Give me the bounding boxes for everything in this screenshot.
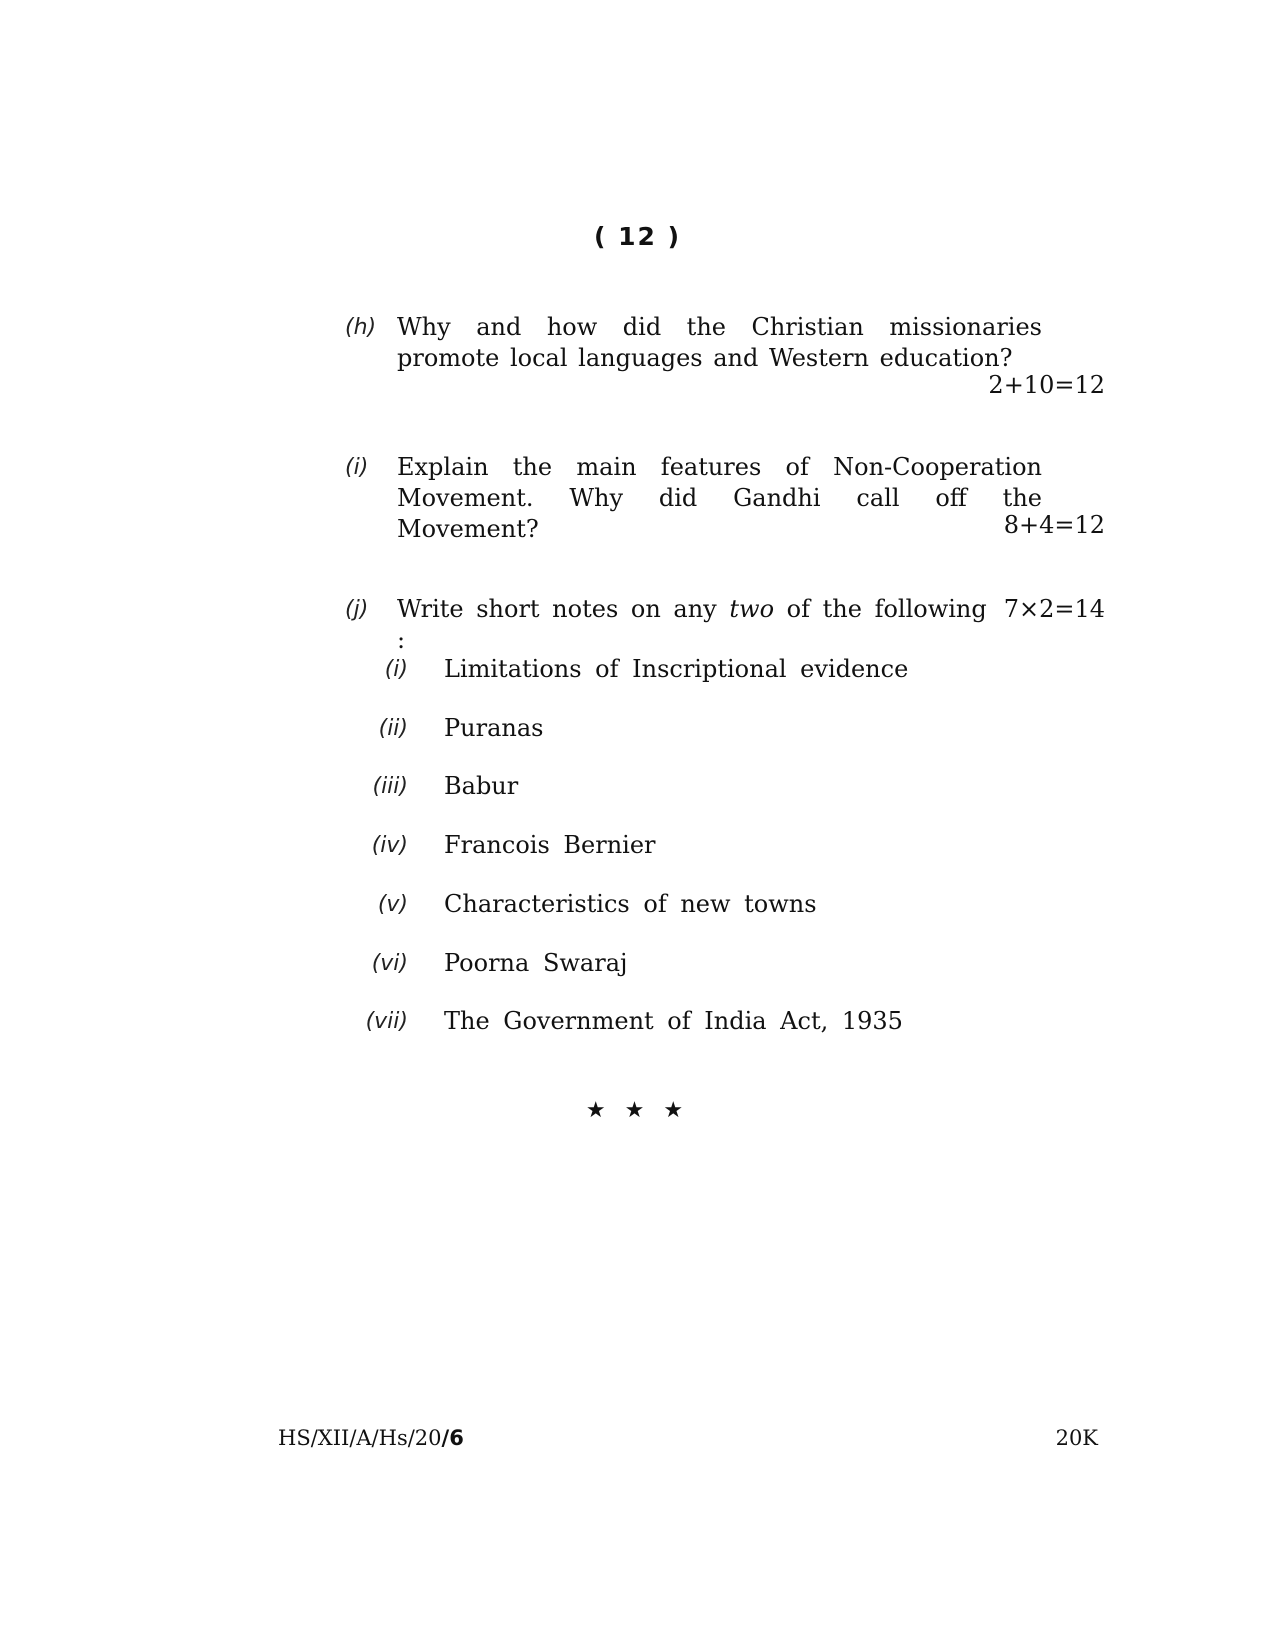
question-marks: 7×2=14 [1003, 595, 1105, 623]
list-item-text: The Government of India Act, 1935 [444, 1007, 903, 1035]
end-of-paper-stars: ★ ★ ★ [585, 1098, 690, 1123]
question-text [397, 312, 1042, 374]
question-text-emphasis: two [729, 595, 775, 623]
question-text-after: of the following : [397, 595, 987, 654]
paper-code-suffix: /6 [441, 1426, 464, 1450]
list-item-label: (ii) [378, 716, 408, 741]
question-line: promote local languages and Western education? [397, 344, 1013, 372]
list-item-label: (i) [384, 657, 408, 682]
list-item-label: (v) [377, 892, 408, 917]
paper-code [278, 1426, 464, 1450]
list-item-label: (vii) [365, 1009, 408, 1034]
list-item-text: Characteristics of new towns [444, 890, 817, 918]
list-item-label: (vi) [371, 951, 408, 976]
question-text [397, 594, 1105, 656]
list-item-label: (iii) [372, 774, 408, 799]
question-marks: 2+10=12 [988, 371, 1105, 399]
list-item-label: (iv) [371, 833, 408, 858]
question-text [397, 452, 1042, 545]
question-label: (i) [345, 455, 369, 480]
print-copies: 20K [1055, 1426, 1098, 1450]
list-item-text: Puranas [444, 714, 544, 742]
list-item-text: Babur [444, 772, 519, 800]
question-line: Why and how did the Christian missionaries [397, 313, 1042, 341]
question-label: (j) [345, 597, 369, 622]
question-marks: 8+4=12 [1003, 511, 1105, 539]
list-item-text: Francois Bernier [444, 831, 656, 859]
list-item-text: Limitations of Inscriptional evidence [444, 655, 909, 683]
page-number: ( 12 ) [593, 222, 682, 251]
question-text-before: Write short notes on any [397, 595, 717, 623]
question-line: Movement. Why did Gandhi call off the Movement? [397, 484, 1042, 543]
question-line: Explain the main features of Non-Cooperation [397, 453, 1042, 481]
question-label: (h) [345, 315, 377, 340]
paper-code-prefix: HS/XII/A/Hs/20 [278, 1426, 442, 1450]
list-item-text: Poorna Swaraj [444, 949, 628, 977]
